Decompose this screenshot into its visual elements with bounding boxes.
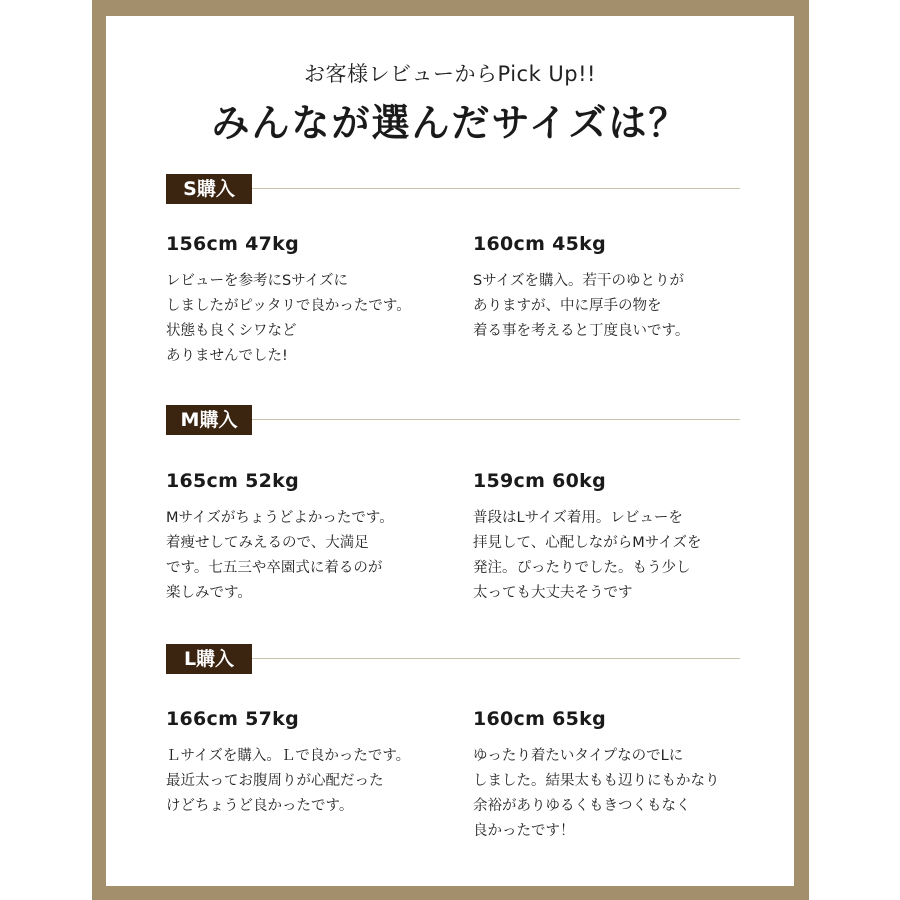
review-line: Ｌサイズを購入。Ｌで良かったです。 xyxy=(166,748,411,764)
review-line: です。七五三や卒園式に着るのが xyxy=(166,560,383,576)
review-measurements: 159cm 60kg xyxy=(473,470,607,492)
review-line: 発注。ぴったりでした。もう少し xyxy=(473,560,691,576)
review-card xyxy=(166,708,466,819)
review-card xyxy=(166,470,466,606)
review-card xyxy=(166,233,466,369)
review-measurements: 160cm 65kg xyxy=(473,708,607,730)
review-line: Mサイズがちょうどよかったです。 xyxy=(166,510,394,526)
page-title: みんなが選んだサイズは？ xyxy=(211,101,689,145)
section-header-l xyxy=(166,644,740,674)
review-text xyxy=(473,506,773,606)
review-text xyxy=(473,744,773,844)
review-text xyxy=(166,506,466,606)
section-divider xyxy=(252,658,740,659)
review-card xyxy=(473,233,773,344)
review-line: 普段はLサイズ着用。レビューを xyxy=(473,510,683,526)
review-measurements: 165cm 52kg xyxy=(166,470,300,492)
review-line: ありませんでした! xyxy=(166,348,288,364)
review-line: 最近太ってお腹周りが心配だった xyxy=(166,773,384,789)
review-line: 拝見して、心配しながらMサイズを xyxy=(473,535,702,551)
review-line: けどちょうど良かったです。 xyxy=(166,798,354,814)
review-line: ありますが、中に厚手の物を xyxy=(473,298,662,314)
review-line: 太っても大丈夫そうです xyxy=(473,585,633,601)
review-line: しました。結果太もも辺りにもかなり xyxy=(473,773,720,789)
review-line: 楽しみです。 xyxy=(166,585,252,601)
review-text xyxy=(166,269,466,369)
review-line: 着痩せしてみえるので、大満足 xyxy=(166,535,369,551)
review-line: ゆったり着たいタイプなのでLに xyxy=(473,748,684,764)
subtitle: お客様レビューからPick Up!! xyxy=(304,62,596,86)
size-badge-s: S購入 xyxy=(166,174,252,204)
size-badge-l: L購入 xyxy=(166,644,252,674)
review-line: 状態も良くシワなど xyxy=(166,323,297,339)
review-line: 良かったです！ xyxy=(473,823,575,839)
section-divider xyxy=(252,419,740,420)
review-card xyxy=(473,708,773,844)
review-line: レビューを参考にSサイズに xyxy=(166,273,349,289)
review-line: しましたがピッタリで良かったです。 xyxy=(166,298,411,314)
review-measurements: 156cm 47kg xyxy=(166,233,300,255)
size-badge-m: M購入 xyxy=(166,405,252,435)
review-line: 着る事を考えると丁度良いです。 xyxy=(473,323,690,339)
section-divider xyxy=(252,188,740,189)
review-text xyxy=(473,269,773,344)
review-measurements: 160cm 45kg xyxy=(473,233,607,255)
review-text xyxy=(166,744,466,819)
review-measurements: 166cm 57kg xyxy=(166,708,300,730)
review-line: Sサイズを購入。若干のゆとりが xyxy=(473,273,685,289)
section-header-s xyxy=(166,174,740,204)
review-card xyxy=(473,470,773,606)
review-line: 余裕がありゆるくもきつくもなく xyxy=(473,798,691,814)
section-header-m xyxy=(166,405,740,435)
